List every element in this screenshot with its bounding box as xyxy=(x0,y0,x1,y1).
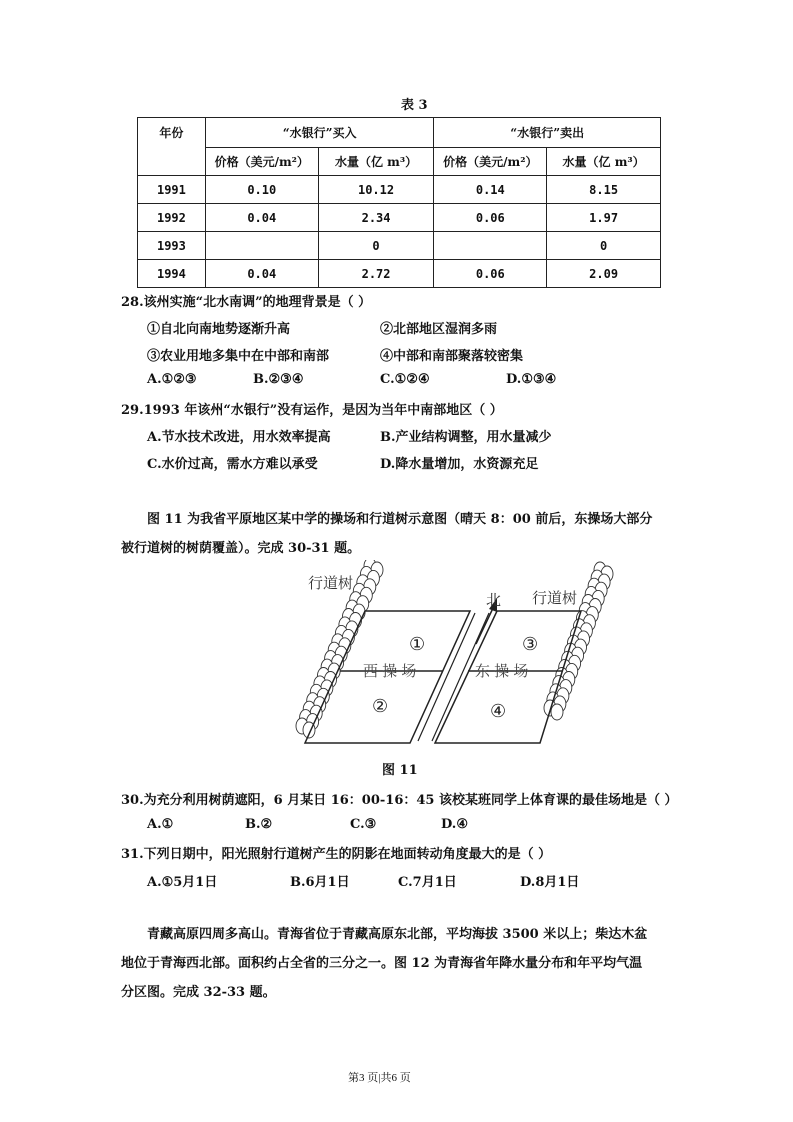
table-row xyxy=(138,260,661,288)
q28-stem: 28.该州实施“北水南调”的地理背景是（ ） xyxy=(121,295,372,310)
q30-options xyxy=(0,817,793,837)
q29-options-row2 xyxy=(0,453,793,473)
intro-fig11-line1: 图 11 为我省平原地区某中学的操场和行道树示意图（晴天 8：00 前后，东操场大部分 xyxy=(147,512,653,527)
q29-option-c[interactable]: C.水价过高，需水方难以承受 xyxy=(147,457,318,472)
sell-header: “水银行”卖出 xyxy=(434,118,661,148)
q29-stem: 29.1993 年该州“水银行”没有运作，是因为当年中南部地区（ ） xyxy=(121,403,503,418)
sell-volume-cell: 8.15 xyxy=(547,176,661,204)
q31-option-b[interactable]: B.6月1日 xyxy=(290,875,350,890)
q28-option-d[interactable]: D.①③④ xyxy=(506,372,557,387)
buy-price-cell: 0.04 xyxy=(205,260,318,288)
q29-option-d[interactable]: D.降水量增加，水资源充足 xyxy=(380,457,539,472)
buy-volume-header: 水量（亿 m³） xyxy=(318,148,434,176)
intro-fig12-line1: 青藏高原四周多高山。青海省位于青藏高原东北部，平均海拔 3500 米以上；柴达木盆 xyxy=(147,927,648,942)
water-bank-table xyxy=(137,117,661,288)
table-row xyxy=(138,176,661,204)
q29-options-row1 xyxy=(0,426,793,446)
buy-volume-cell: 2.34 xyxy=(318,204,434,232)
sell-price-cell xyxy=(434,232,547,260)
q31-option-a[interactable]: A.①5月1日 xyxy=(147,875,218,890)
sell-volume-cell: 1.97 xyxy=(547,204,661,232)
buy-volume-cell: 10.12 xyxy=(318,176,434,204)
playground-diagram xyxy=(285,560,625,775)
tree-crown xyxy=(551,704,563,720)
field-marker-2: ② xyxy=(372,696,389,717)
label-east-playground: 东 操 场 xyxy=(475,663,529,680)
q30-option-d[interactable]: D.④ xyxy=(441,817,468,832)
table-row xyxy=(138,204,661,232)
intro-fig11 xyxy=(121,505,681,563)
buy-price-header: 价格（美元/m²） xyxy=(205,148,318,176)
buy-price-cell: 0.04 xyxy=(205,204,318,232)
sell-price-header: 价格（美元/m²） xyxy=(434,148,547,176)
q29-option-b[interactable]: B.产业结构调整，用水量减少 xyxy=(380,430,552,445)
buy-price-cell: 0.10 xyxy=(205,176,318,204)
label-tree-left: 行道树 xyxy=(308,575,354,592)
q28-statement-2: ②北部地区湿润多雨 xyxy=(380,322,498,337)
intro-fig12 xyxy=(121,920,681,1007)
sell-volume-cell: 2.09 xyxy=(547,260,661,288)
year-header: 年份 xyxy=(138,118,206,176)
year-cell: 1992 xyxy=(138,204,206,232)
label-west-playground: 西 操 场 xyxy=(363,663,417,680)
q31-options xyxy=(0,871,793,891)
sell-volume-header: 水量（亿 m³） xyxy=(547,148,661,176)
year-cell: 1994 xyxy=(138,260,206,288)
sell-price-cell: 0.06 xyxy=(434,260,547,288)
sell-price-cell: 0.06 xyxy=(434,204,547,232)
q31-option-c[interactable]: C.7月1日 xyxy=(398,875,457,890)
q28-option-b[interactable]: B.②③④ xyxy=(253,372,304,387)
q28-statement-3: ③农业用地多集中在中部和南部 xyxy=(147,349,330,364)
q30-stem: 30.为充分利用树荫遮阳，6 月某日 16：00-16：45 该校某班同学上体育课的最佳场地是（ ） xyxy=(121,793,678,808)
q30-option-b[interactable]: B.② xyxy=(245,817,273,832)
year-cell: 1993 xyxy=(138,232,206,260)
q28-statement-4: ④中部和南部聚落较密集 xyxy=(380,349,524,364)
table-row xyxy=(138,232,661,260)
q28-option-c[interactable]: C.①②④ xyxy=(380,372,430,387)
buy-volume-cell: 2.72 xyxy=(318,260,434,288)
q30-option-c[interactable]: C.③ xyxy=(350,817,377,832)
figure-caption: 图 11 xyxy=(382,763,418,778)
q28-option-a[interactable]: A.①②③ xyxy=(147,372,197,387)
buy-header: “水银行”买入 xyxy=(205,118,434,148)
field-marker-4: ④ xyxy=(490,701,507,722)
sell-volume-cell: 0 xyxy=(547,232,661,260)
label-tree-right: 行道树 xyxy=(532,590,578,607)
q31-option-d[interactable]: D.8月1日 xyxy=(520,875,580,890)
page-footer: 第3 页|共6 页 xyxy=(348,1072,411,1084)
q31-stem: 31.下列日期中，阳光照射行道树产生的阴影在地面转动角度最大的是（ ） xyxy=(121,847,552,862)
intro-fig11-line2: 被行道树的树荫覆盖）。完成 30-31 题。 xyxy=(121,541,361,556)
field-marker-3: ③ xyxy=(522,634,539,655)
intro-fig12-line2: 地位于青海西北部。面积约占全省的三分之一。图 12 为青海省年降水量分布和年平均气温 xyxy=(121,956,643,971)
q28-options xyxy=(0,372,793,392)
table-caption: 表 3 xyxy=(401,98,428,113)
q29-option-a[interactable]: A.节水技术改进，用水效率提高 xyxy=(147,430,331,445)
year-cell: 1991 xyxy=(138,176,206,204)
buy-volume-cell: 0 xyxy=(318,232,434,260)
label-north: 北 xyxy=(486,592,502,609)
intro-fig12-line3: 分区图。完成 32-33 题。 xyxy=(121,985,276,1000)
q30-option-a[interactable]: A.① xyxy=(147,817,174,832)
field-marker-1: ① xyxy=(409,634,426,655)
buy-price-cell xyxy=(205,232,318,260)
q28-statement-1: ①自北向南地势逐渐升高 xyxy=(147,322,291,337)
sell-price-cell: 0.14 xyxy=(434,176,547,204)
